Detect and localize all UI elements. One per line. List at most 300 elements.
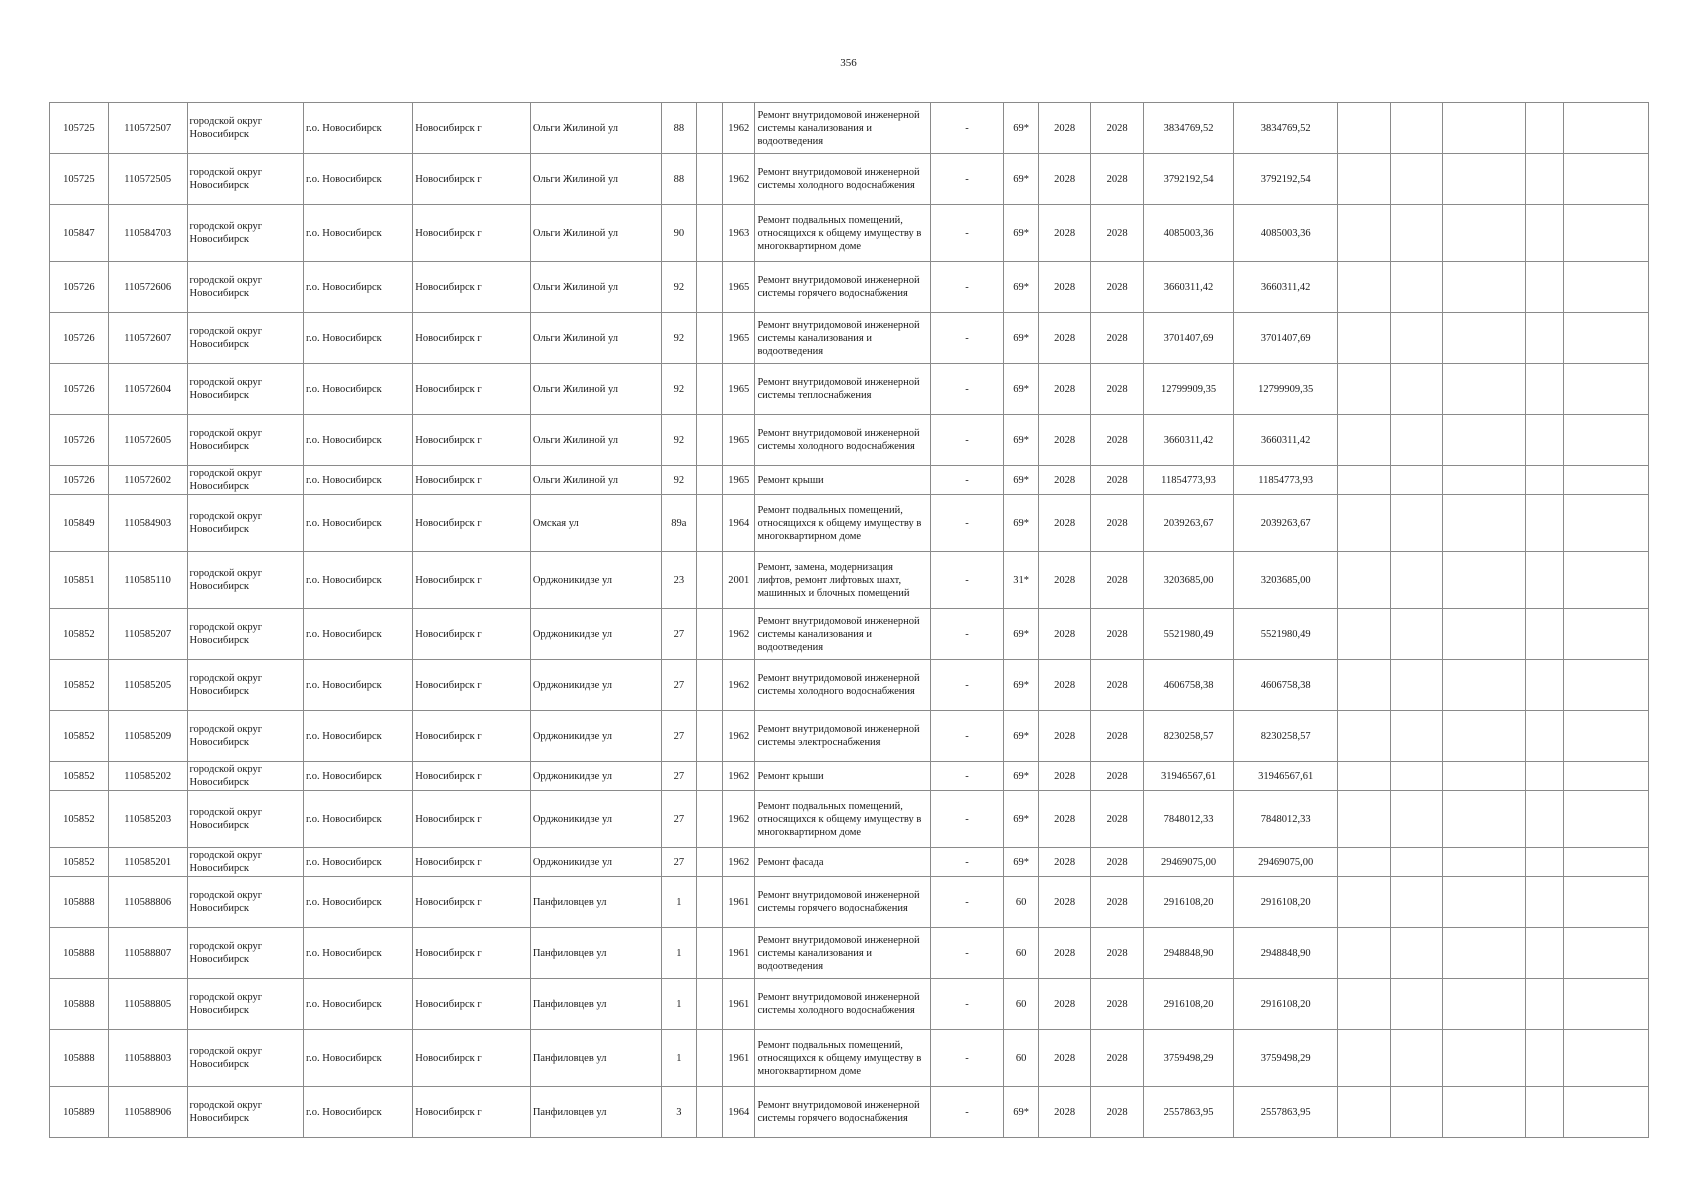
empty-cell [1526,711,1564,762]
cell-go: г.о. Новосибирск [304,609,413,660]
cell-house: 88 [662,103,697,154]
cell-id: 105726 [50,415,109,466]
cell-code: 110588806 [108,877,187,928]
empty-cell [1563,762,1648,791]
cell-work: Ремонт внутридомовой инженерной системы канализования и водоотведения [755,103,930,154]
cell-wear: 69* [1004,791,1039,848]
cell-go: г.о. Новосибирск [304,364,413,415]
cell-code: 110585201 [108,848,187,877]
cell-code: 110588906 [108,1087,187,1138]
cell-code: 110572606 [108,262,187,313]
empty-cell [1563,313,1648,364]
cell-cost2: 3834769,52 [1234,103,1338,154]
cell-dash: - [930,495,1003,552]
cell-city: Новосибирск г [413,660,531,711]
cell-year: 1964 [722,1087,755,1138]
cell-plan2: 2028 [1091,609,1143,660]
cell-work: Ремонт, замена, модернизация лифтов, ремонт лифтовых шахт, машинных и блочных помещений [755,552,930,609]
table-row [50,415,1649,466]
cell-go: г.о. Новосибирск [304,711,413,762]
empty-cell [696,1087,722,1138]
cell-work: Ремонт крыши [755,466,930,495]
cell-wear: 69* [1004,313,1039,364]
empty-cell [1526,928,1564,979]
cell-street: Ольги Жилиной ул [530,415,661,466]
cell-work: Ремонт внутридомовой инженерной системы горячего водоснабжения [755,262,930,313]
cell-cost1: 4606758,38 [1143,660,1233,711]
cell-id: 105888 [50,877,109,928]
cell-wear: 69* [1004,466,1039,495]
empty-cell [1390,154,1442,205]
cell-street: Орджоникидзе ул [530,552,661,609]
empty-cell [1390,1087,1442,1138]
cell-go: г.о. Новосибирск [304,848,413,877]
empty-cell [1563,1030,1648,1087]
empty-cell [1563,495,1648,552]
cell-muni: городской округ Новосибирск [187,928,304,979]
empty-cell [696,791,722,848]
cell-muni: городской округ Новосибирск [187,1030,304,1087]
cell-house: 92 [662,313,697,364]
table-row [50,762,1649,791]
empty-cell [1390,928,1442,979]
cell-plan2: 2028 [1091,928,1143,979]
table-row [50,660,1649,711]
empty-cell [1443,364,1526,415]
cell-house: 23 [662,552,697,609]
empty-cell [1338,609,1390,660]
empty-cell [1443,495,1526,552]
cell-house: 27 [662,660,697,711]
empty-cell [1338,660,1390,711]
cell-year: 1964 [722,495,755,552]
cell-street: Ольги Жилиной ул [530,262,661,313]
table-row [50,711,1649,762]
cell-id: 105726 [50,262,109,313]
cell-muni: городской округ Новосибирск [187,415,304,466]
cell-code: 110585202 [108,762,187,791]
empty-cell [1443,552,1526,609]
cell-city: Новосибирск г [413,205,531,262]
cell-plan2: 2028 [1091,979,1143,1030]
empty-cell [1526,1087,1564,1138]
cell-cost2: 2557863,95 [1234,1087,1338,1138]
cell-work: Ремонт внутридомовой инженерной системы теплоснабжения [755,364,930,415]
empty-cell [1443,711,1526,762]
cell-cost1: 3203685,00 [1143,552,1233,609]
cell-wear: 60 [1004,877,1039,928]
empty-cell [1338,154,1390,205]
empty-cell [696,205,722,262]
cell-id: 105725 [50,154,109,205]
empty-cell [1563,364,1648,415]
empty-cell [1338,313,1390,364]
empty-cell [696,928,722,979]
empty-cell [1526,466,1564,495]
cell-work: Ремонт внутридомовой инженерной системы горячего водоснабжения [755,1087,930,1138]
cell-plan1: 2028 [1038,495,1090,552]
empty-cell [1443,415,1526,466]
empty-cell [1338,1030,1390,1087]
empty-cell [696,313,722,364]
cell-cost2: 11854773,93 [1234,466,1338,495]
empty-cell [1390,877,1442,928]
page-number: 356 [840,57,857,69]
cell-year: 1962 [722,711,755,762]
empty-cell [1443,762,1526,791]
table-row [50,1030,1649,1087]
empty-cell [696,711,722,762]
cell-year: 1962 [722,609,755,660]
cell-go: г.о. Новосибирск [304,313,413,364]
cell-street: Панфиловцев ул [530,979,661,1030]
cell-muni: городской округ Новосибирск [187,154,304,205]
cell-wear: 69* [1004,711,1039,762]
cell-work: Ремонт подвальных помещений, относящихся к общему имуществу в многоквартирном доме [755,791,930,848]
cell-cost1: 2916108,20 [1143,979,1233,1030]
cell-year: 1962 [722,791,755,848]
cell-year: 1965 [722,466,755,495]
cell-house: 1 [662,877,697,928]
empty-cell [1526,205,1564,262]
capital-repair-table [49,102,1649,1138]
empty-cell [1390,1030,1442,1087]
empty-cell [1526,415,1564,466]
cell-muni: городской округ Новосибирск [187,979,304,1030]
cell-dash: - [930,791,1003,848]
cell-code: 110588807 [108,928,187,979]
cell-go: г.о. Новосибирск [304,415,413,466]
cell-year: 1965 [722,364,755,415]
cell-cost2: 29469075,00 [1234,848,1338,877]
table-row [50,791,1649,848]
cell-house: 89а [662,495,697,552]
cell-house: 27 [662,848,697,877]
table-row [50,928,1649,979]
empty-cell [1526,660,1564,711]
cell-cost1: 3660311,42 [1143,262,1233,313]
cell-go: г.о. Новосибирск [304,552,413,609]
empty-cell [1338,103,1390,154]
cell-wear: 60 [1004,979,1039,1030]
cell-city: Новосибирск г [413,609,531,660]
empty-cell [1563,791,1648,848]
cell-wear: 69* [1004,364,1039,415]
cell-house: 1 [662,1030,697,1087]
cell-year: 1961 [722,877,755,928]
empty-cell [1338,877,1390,928]
cell-cost1: 31946567,61 [1143,762,1233,791]
empty-cell [1443,848,1526,877]
empty-cell [1526,877,1564,928]
cell-house: 1 [662,979,697,1030]
cell-plan2: 2028 [1091,877,1143,928]
empty-cell [696,848,722,877]
cell-id: 105888 [50,1030,109,1087]
empty-cell [1443,1030,1526,1087]
empty-cell [696,660,722,711]
cell-dash: - [930,205,1003,262]
empty-cell [696,495,722,552]
cell-dash: - [930,660,1003,711]
cell-wear: 69* [1004,205,1039,262]
empty-cell [1563,415,1648,466]
empty-cell [1443,609,1526,660]
empty-cell [1443,466,1526,495]
cell-year: 1965 [722,313,755,364]
cell-code: 110572605 [108,415,187,466]
cell-work: Ремонт внутридомовой инженерной системы холодного водоснабжения [755,154,930,205]
cell-cost2: 2039263,67 [1234,495,1338,552]
cell-work: Ремонт внутридомовой инженерной системы холодного водоснабжения [755,660,930,711]
cell-plan1: 2028 [1038,466,1090,495]
cell-street: Панфиловцев ул [530,1030,661,1087]
table-row [50,1087,1649,1138]
cell-city: Новосибирск г [413,154,531,205]
empty-cell [1390,205,1442,262]
cell-plan2: 2028 [1091,660,1143,711]
empty-cell [1563,928,1648,979]
empty-cell [1390,364,1442,415]
cell-plan2: 2028 [1091,262,1143,313]
cell-wear: 69* [1004,262,1039,313]
cell-year: 1961 [722,928,755,979]
cell-plan1: 2028 [1038,364,1090,415]
empty-cell [696,609,722,660]
cell-go: г.о. Новосибирск [304,928,413,979]
cell-plan2: 2028 [1091,103,1143,154]
cell-work: Ремонт внутридомовой инженерной системы холодного водоснабжения [755,979,930,1030]
cell-wear: 69* [1004,103,1039,154]
empty-cell [1443,791,1526,848]
cell-plan1: 2028 [1038,1087,1090,1138]
cell-code: 110572505 [108,154,187,205]
table-row [50,262,1649,313]
empty-cell [1443,979,1526,1030]
cell-plan2: 2028 [1091,791,1143,848]
empty-cell [1526,495,1564,552]
cell-id: 105888 [50,979,109,1030]
empty-cell [1443,103,1526,154]
empty-cell [1338,711,1390,762]
cell-city: Новосибирск г [413,415,531,466]
cell-go: г.о. Новосибирск [304,791,413,848]
cell-year: 1962 [722,660,755,711]
table-row [50,205,1649,262]
cell-street: Орджоникидзе ул [530,711,661,762]
cell-cost1: 8230258,57 [1143,711,1233,762]
cell-wear: 60 [1004,1030,1039,1087]
cell-plan1: 2028 [1038,762,1090,791]
cell-plan2: 2028 [1091,313,1143,364]
empty-cell [1338,552,1390,609]
cell-year: 1962 [722,103,755,154]
cell-house: 1 [662,928,697,979]
cell-house: 88 [662,154,697,205]
empty-cell [1338,848,1390,877]
empty-cell [1526,364,1564,415]
cell-cost1: 12799909,35 [1143,364,1233,415]
cell-id: 105888 [50,928,109,979]
cell-street: Ольги Жилиной ул [530,103,661,154]
cell-wear: 69* [1004,609,1039,660]
cell-house: 92 [662,364,697,415]
empty-cell [696,103,722,154]
cell-code: 110588805 [108,979,187,1030]
cell-dash: - [930,762,1003,791]
cell-plan1: 2028 [1038,877,1090,928]
cell-plan1: 2028 [1038,415,1090,466]
cell-house: 3 [662,1087,697,1138]
cell-city: Новосибирск г [413,262,531,313]
cell-dash: - [930,877,1003,928]
empty-cell [1563,552,1648,609]
table-row [50,103,1649,154]
empty-cell [1390,791,1442,848]
cell-city: Новосибирск г [413,762,531,791]
cell-cost1: 2948848,90 [1143,928,1233,979]
cell-muni: городской округ Новосибирск [187,205,304,262]
cell-muni: городской округ Новосибирск [187,313,304,364]
empty-cell [1390,848,1442,877]
cell-plan1: 2028 [1038,154,1090,205]
empty-cell [1390,103,1442,154]
cell-cost1: 2557863,95 [1143,1087,1233,1138]
cell-muni: городской округ Новосибирск [187,552,304,609]
empty-cell [1563,205,1648,262]
cell-go: г.о. Новосибирск [304,1030,413,1087]
cell-id: 105726 [50,313,109,364]
empty-cell [1338,495,1390,552]
cell-muni: городской округ Новосибирск [187,848,304,877]
cell-year: 1962 [722,848,755,877]
cell-plan1: 2028 [1038,979,1090,1030]
empty-cell [1563,262,1648,313]
cell-id: 105889 [50,1087,109,1138]
empty-cell [1526,791,1564,848]
cell-id: 105725 [50,103,109,154]
cell-year: 1961 [722,979,755,1030]
cell-plan2: 2028 [1091,205,1143,262]
cell-cost2: 3660311,42 [1234,415,1338,466]
cell-code: 110584903 [108,495,187,552]
cell-dash: - [930,466,1003,495]
cell-cost2: 3759498,29 [1234,1030,1338,1087]
empty-cell [1338,466,1390,495]
cell-plan2: 2028 [1091,1030,1143,1087]
cell-street: Ольги Жилиной ул [530,313,661,364]
cell-street: Орджоникидзе ул [530,762,661,791]
empty-cell [696,762,722,791]
empty-cell [1443,660,1526,711]
cell-code: 110585205 [108,660,187,711]
cell-year: 1961 [722,1030,755,1087]
cell-id: 105847 [50,205,109,262]
empty-cell [1390,466,1442,495]
empty-cell [1338,928,1390,979]
cell-cost2: 5521980,49 [1234,609,1338,660]
cell-plan2: 2028 [1091,495,1143,552]
cell-muni: городской округ Новосибирск [187,877,304,928]
empty-cell [1563,979,1648,1030]
cell-city: Новосибирск г [413,928,531,979]
cell-plan2: 2028 [1091,364,1143,415]
empty-cell [1563,466,1648,495]
cell-work: Ремонт внутридомовой инженерной системы канализования и водоотведения [755,609,930,660]
cell-cost1: 3834769,52 [1143,103,1233,154]
cell-street: Омская ул [530,495,661,552]
cell-work: Ремонт фасада [755,848,930,877]
table-row [50,848,1649,877]
empty-cell [696,415,722,466]
cell-street: Ольги Жилиной ул [530,205,661,262]
cell-dash: - [930,609,1003,660]
cell-muni: городской округ Новосибирск [187,103,304,154]
cell-city: Новосибирск г [413,1030,531,1087]
cell-cost1: 3792192,54 [1143,154,1233,205]
cell-cost1: 3660311,42 [1143,415,1233,466]
empty-cell [1526,313,1564,364]
cell-dash: - [930,154,1003,205]
cell-muni: городской округ Новосибирск [187,762,304,791]
cell-plan1: 2028 [1038,1030,1090,1087]
table-row [50,364,1649,415]
table-row [50,495,1649,552]
cell-work: Ремонт подвальных помещений, относящихся к общему имуществу в многоквартирном доме [755,495,930,552]
cell-city: Новосибирск г [413,364,531,415]
cell-cost1: 4085003,36 [1143,205,1233,262]
empty-cell [1443,205,1526,262]
empty-cell [1526,262,1564,313]
cell-muni: городской округ Новосибирск [187,262,304,313]
cell-street: Панфиловцев ул [530,928,661,979]
empty-cell [696,364,722,415]
cell-code: 110572602 [108,466,187,495]
cell-city: Новосибирск г [413,1087,531,1138]
cell-dash: - [930,364,1003,415]
cell-plan1: 2028 [1038,848,1090,877]
empty-cell [696,1030,722,1087]
cell-street: Орджоникидзе ул [530,848,661,877]
cell-street: Орджоникидзе ул [530,660,661,711]
cell-cost2: 3203685,00 [1234,552,1338,609]
cell-plan1: 2028 [1038,262,1090,313]
empty-cell [1526,609,1564,660]
empty-cell [1338,415,1390,466]
cell-wear: 69* [1004,415,1039,466]
cell-street: Ольги Жилиной ул [530,154,661,205]
cell-code: 110585209 [108,711,187,762]
empty-cell [1443,154,1526,205]
empty-cell [1390,313,1442,364]
cell-work: Ремонт подвальных помещений, относящихся к общему имуществу в многоквартирном доме [755,205,930,262]
cell-cost2: 2916108,20 [1234,877,1338,928]
cell-wear: 69* [1004,660,1039,711]
cell-id: 105852 [50,791,109,848]
empty-cell [1338,979,1390,1030]
cell-muni: городской округ Новосибирск [187,609,304,660]
cell-city: Новосибирск г [413,313,531,364]
cell-cost1: 11854773,93 [1143,466,1233,495]
cell-cost2: 3792192,54 [1234,154,1338,205]
cell-street: Панфиловцев ул [530,1087,661,1138]
cell-city: Новосибирск г [413,877,531,928]
empty-cell [1563,877,1648,928]
empty-cell [696,877,722,928]
cell-street: Ольги Жилиной ул [530,466,661,495]
cell-go: г.о. Новосибирск [304,154,413,205]
cell-id: 105726 [50,364,109,415]
